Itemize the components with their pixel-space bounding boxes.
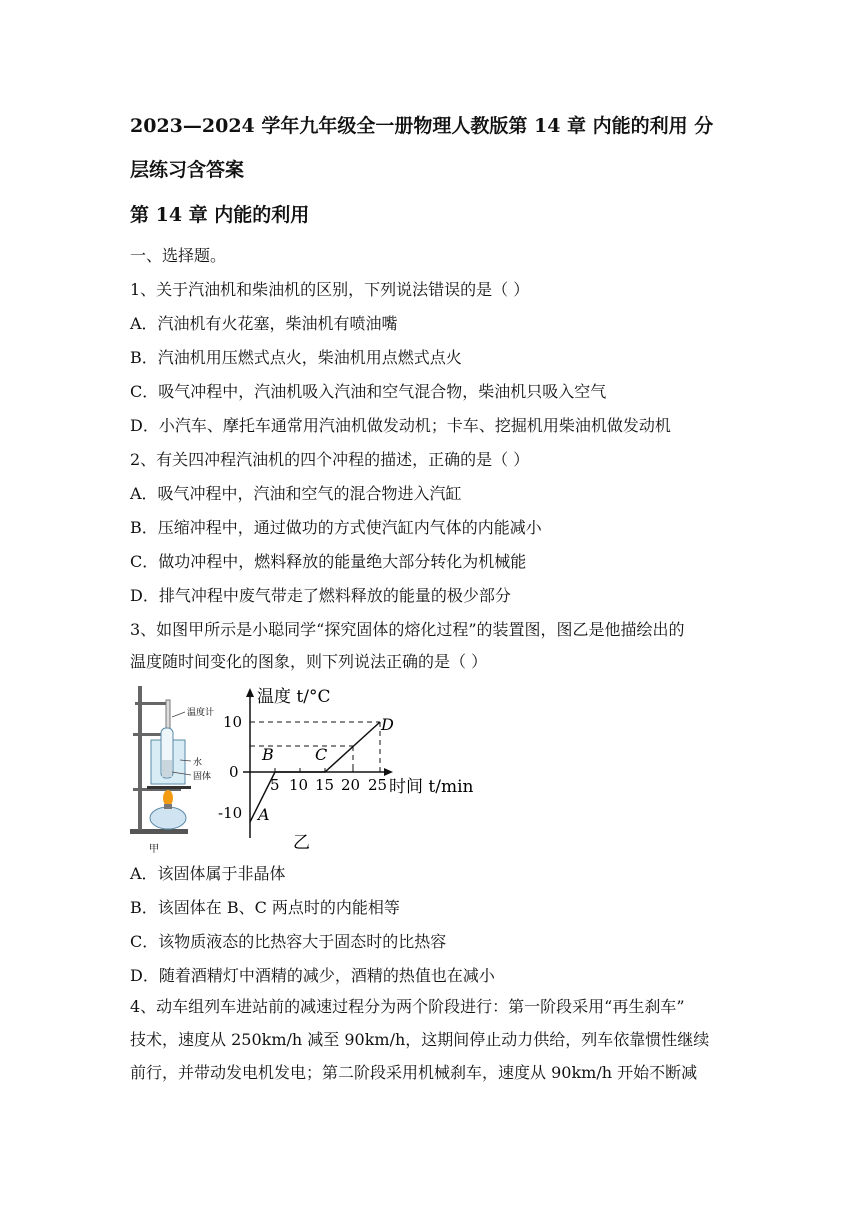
apparatus-diagram	[130, 686, 191, 834]
chapter-heading: 第 14 章 内能的利用	[130, 204, 310, 226]
q4-line-1: 4、动车组列车进站前的减速过程分为两个阶段进行：第一阶段采用“再生刹车”	[130, 997, 685, 1016]
label-yi: 乙	[293, 833, 310, 853]
q1-option-c: C．吸气冲程中，汽油机吸入汽油和空气混合物，柴油机只吸入空气	[130, 382, 607, 401]
q2-stem: 2、有关四冲程汽油机的四个冲程的描述，正确的是（ ）	[130, 450, 530, 469]
q3-figure	[125, 680, 485, 855]
q1-option-b: B．汽油机用压燃式点火，柴油机用点燃式点火	[130, 348, 462, 367]
y-axis-label: 温度 t/°C	[257, 687, 331, 707]
x-tick-25: 25	[368, 776, 388, 794]
label-solid: 固体	[193, 772, 212, 782]
q3-option-c: C．该物质液态的比热容大于固态时的比热容	[130, 932, 447, 951]
y-axis-arrow-icon	[246, 688, 254, 697]
temperature-time-graph	[218, 687, 474, 853]
q2-option-c: C．做功冲程中，燃料释放的能量绝大部分转化为机械能	[130, 552, 527, 571]
label-water: 水	[193, 758, 203, 768]
doc-title-line-2: 层练习含答案	[130, 159, 245, 181]
y-tick-neg10: -10	[218, 804, 243, 822]
q3-option-a: A．该固体属于非晶体	[130, 864, 286, 883]
x-tick-5: 5	[270, 776, 280, 794]
q3-stem-line-2: 温度随时间变化的图象，则下列说法正确的是（ ）	[130, 652, 488, 671]
q2-option-a: A．吸气冲程中，汽油和空气的混合物进入汽缸	[130, 484, 462, 503]
point-b-label: B	[262, 745, 274, 764]
q2-option-b: B．压缩冲程中，通过做功的方式使汽缸内气体的内能减小	[130, 518, 542, 537]
q3-option-d: D．随着酒精灯中酒精的减少，酒精的热值也在减小	[130, 966, 495, 985]
q3-option-b: B．该固体在 B、C 两点时的内能相等	[130, 898, 400, 917]
point-c-label: C	[315, 745, 328, 764]
q1-option-a: A．汽油机有火花塞，柴油机有喷油嘴	[130, 314, 398, 333]
x-tick-20: 20	[341, 776, 361, 794]
x-axis-label: 时间 t/min	[389, 777, 474, 797]
x-tick-10: 10	[289, 776, 309, 794]
section-heading: 一、选择题。	[130, 246, 227, 265]
q2-option-d: D．排气冲程中废气带走了燃料释放的能量的极少部分	[130, 586, 511, 605]
y-tick-0: 0	[229, 763, 239, 781]
q4-line-2: 技术，速度从 250km/h 减至 90km/h，这期间停止动力供给，列车依靠惯性继续	[130, 1030, 710, 1049]
label-jia: 甲	[149, 844, 159, 855]
label-thermometer: 温度计	[187, 708, 215, 718]
point-d-label: D	[381, 715, 394, 734]
q1-option-d: D．小汽车、摩托车通常用汽油机做发动机；卡车、挖掘机用柴油机做发动机	[130, 416, 671, 435]
doc-title-line-1: 2023—2024 学年九年级全一册物理人教版第 14 章 内能的利用 分	[130, 115, 714, 137]
point-a-label: A	[258, 805, 270, 824]
q3-stem-line-1: 3、如图甲所示是小聪同学“探究固体的熔化过程”的装置图，图乙是他描绘出的	[130, 620, 685, 639]
q1-stem: 1、关于汽油机和柴油机的区别，下列说法错误的是（ ）	[130, 280, 530, 299]
x-axis-arrow-icon	[384, 768, 393, 776]
y-tick-10: 10	[223, 713, 243, 731]
q4-line-3: 前行，并带动发电机发电；第二阶段采用机械刹车，速度从 90km/h 开始不断减	[130, 1063, 698, 1082]
x-tick-15: 15	[315, 776, 335, 794]
